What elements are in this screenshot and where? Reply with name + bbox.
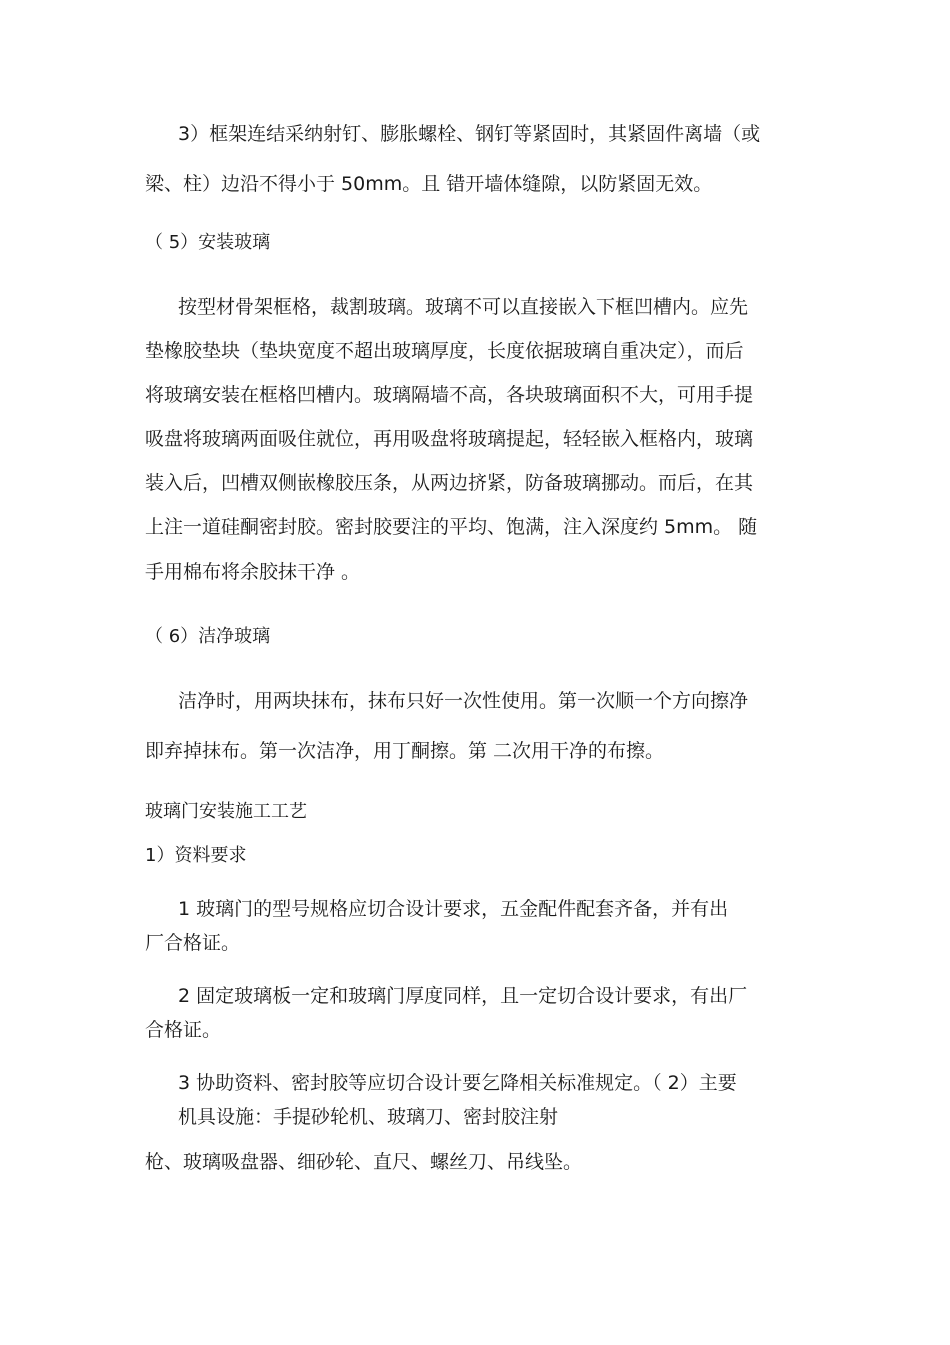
paragraph-line: 机具设施：手提砂轮机、玻璃刀、密封胶注射 [178,1106,559,1128]
paragraph-line: 即弃掉抹布。第一次洁净，用丁酮擦。第 二次用干净的布擦。 [145,740,665,762]
paragraph-line: 手用棉布将余胶抹干净 。 [145,561,361,583]
paragraph-line: 1 玻璃门的型号规格应切合设计要求，五金配件配套齐备，并有出 [178,898,729,920]
paragraph-line: 3）框架连结采纳射钉、膨胀螺栓、钢钉等紧固时，其紧固件离墙（或 [178,123,761,145]
paragraph-line: 3 协助资料、密封胶等应切合设计要乞降相关标准规定。（ 2）主要 [178,1072,737,1094]
paragraph-line: 装入后，凹槽双侧嵌橡胶压条，从两边挤紧，防备玻璃挪动。而后，在其 [145,472,754,494]
paragraph-line: 按型材骨架框格，裁割玻璃。玻璃不可以直接嵌入下框凹槽内。应先 [178,296,749,318]
paragraph-line: 厂合格证。 [145,932,241,954]
section-heading: （ 6）洁净玻璃 [145,626,271,647]
section-heading: （ 5）安装玻璃 [145,232,271,253]
paragraph-line: 垫橡胶垫块（垫块宽度不超出玻璃厚度，长度依据玻璃自重决定），而后 [145,340,744,362]
paragraph-line: 合格证。 [145,1019,222,1041]
paragraph-line: 梁、柱）边沿不得小于 50mm。且 错开墙体缝隙，以防紧固无效。 [145,173,713,195]
paragraph-line: 上注一道硅酮密封胶。密封胶要注的平均、饱满，注入深度约 5mm。 随 [145,516,758,538]
paragraph-line: 枪、玻璃吸盘器、细砂轮、直尺、螺丝刀、吊线坠。 [145,1151,583,1173]
paragraph-line: 吸盘将玻璃两面吸住就位，再用吸盘将玻璃提起，轻轻嵌入框格内，玻璃 [145,428,754,450]
paragraph-line: 2 固定玻璃板一定和玻璃门厚度同样，且一定切合设计要求，有出厂 [178,985,748,1007]
paragraph-line: 将玻璃安装在框格凹槽内。玻璃隔墙不高，各块玻璃面积不大，可用手提 [145,384,754,406]
paragraph-line: 洁净时，用两块抹布，抹布只好一次性使用。第一次顺一个方向擦净 [178,690,749,712]
section-title: 玻璃门安装施工工艺 [145,801,307,822]
subsection-heading: 1）资料要求 [145,845,247,866]
